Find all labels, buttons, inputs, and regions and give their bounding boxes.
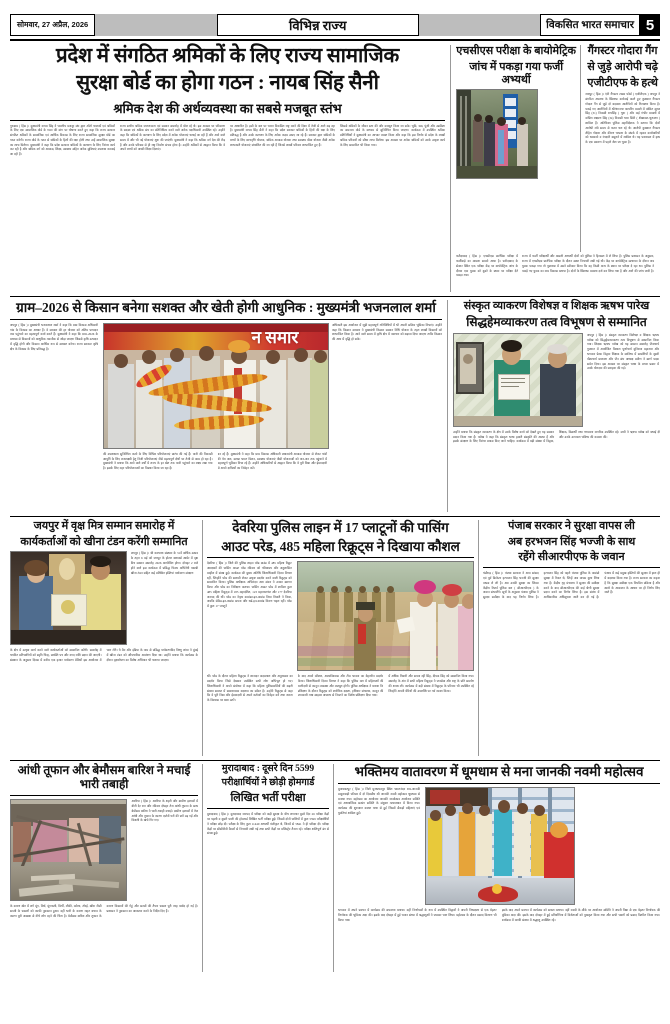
sanskrit-column-1: जयपुर ( हिंस )। संस्कृत व्याकरण विशेषज्ञ व शिक्षक ऋषभ पारेख को सिद्धहेमव्याकरण तत्व विभूषण से सम्मानित किया गया। शिक्षक ऋषभ पारेख को यह सम्मान समारोह जैनाचार्य गुजरात में आयोजित विशाल पूर्णाचार्य मुनिराज महाराज और भगवान प्रेरक विद्वान शिक्षक के सानिध्य में सत्संगियों के दूसरी पीठाचार्य मालवण और जैन संघ अध्यक्ष प्रवीण ने स्वर्ण पदक समेत दिया। इस अवसर पर संस्कृत भाषा के प्रचार प्रसार में उनके योगदान की सराहना की गई। (587, 332, 659, 371)
gram2026-column-1: जयपुर ( हिंस )। मुख्यमंत्री भजनलाल शर्मा ने कहा कि ग्राम विकास अधिकारी गांव के विकास का आधार हैं। वे सरकार की हर योजना को अंतिम पायदान तक पहुंचाने का महत्वपूर्ण कार्य करते हैं। मुख्यमंत्री ने कहा कि ग्राम–2026 के माध्यम से किसानों को आधुनिक तकनीक से जोड़ा जाएगा जिससे कृषि उत्पादन में वृद्धि होगी और किसान आर्थिक रूप से सशक्त बनेगा। राज्य सरकार कृषि क्षेत्र के विकास के लिए प्रतिबद्ध है। (10, 322, 98, 351)
story-vriksha (10, 520, 202, 757)
sanskrit-column-2: उन्होंने बताया कि संस्कृत व्याकरण के क्षेत्र में उनके विशेष कार्य को देखते हुए यह सम्मान प्रदान किया गया है। पारेख ने कहा कि संस्कृत भाषा हमारी संस्कृति की आत्मा है और इसके संरक्षण के लिए निरंतर प्रयास किए जाने चाहिए। कार्यक्रम में बड़ी संख्या में विद्वान, शिक्षक, विद्यार्थी तथा गणमान्य नागरिक उपस्थित रहे। सभी ने ऋषभ पारेख को बधाई दी और उनके उज्ज्वल भविष्य की कामना की। (453, 429, 660, 444)
homeguard-headline-line2: परीक्षार्थियों ने छोड़ी होमगार्ड (221, 778, 315, 789)
row-lead-right (450, 45, 660, 292)
masthead-rule (10, 39, 660, 41)
punjab-column-1: चंडीगढ़ ( हिंस )। पंजाब सरकार ने आप सांसद एवं पूर्व क्रिकेटर हरभजन सिंह भज्जी की सुरक्षा वापस ले ली है। अब उनकी सुरक्षा का जिम्मा केंद्रीय रिजर्व पुलिस बल ( सीआरपीएफ ) के जवान संभालेंगे। सूत्रों के अनुसार पंजाब पुलिस ने सुरक्षा समीक्षा के बाद यह निर्णय लिया है। हरभजन सिंह को पहले पंजाब पुलिस के कमांडो सुरक्षा में तैनात थे, जिन्हें अब वापस बुला लिया गया है। केंद्रीय गृह मंत्रालय ने सुरक्षा की समीक्षा करने के बाद सीआरपीएफ की वाई श्रेणी सुरक्षा प्रदान करने का निर्णय लिया है। इस संबंध में आधिकारिक अधिसूचना जारी कर दी गई है। पंजाब में कई प्रमुख हस्तियों की सुरक्षा में हाल ही में बदलाव किया गया है। राज्य सरकार का कहना है कि सुरक्षा समीक्षा एक नियमित प्रक्रिया है और खतरे के आकलन के आधार पर ही निर्णय लिए जाते हैं। (483, 571, 660, 600)
gram2026-rule (10, 319, 442, 320)
story-homeguard (202, 764, 334, 972)
gangster-headline-line2: से जुड़े आरोपी चढ़े (587, 60, 658, 73)
masthead (10, 14, 660, 36)
storm-headline: आंधी तूफान और बेमौसम बारिश ने मचाई भारी तबाही (17, 763, 191, 792)
vriksha-headline-line1: जयपुर में वृक्ष मित्र सम्मान समारोह में (33, 519, 175, 532)
story-punjab (479, 520, 660, 757)
story-deoria (202, 520, 479, 757)
lead-story (10, 45, 450, 292)
storm-rule (10, 795, 198, 796)
story-storm (10, 764, 202, 972)
story-gram2026 (10, 300, 447, 512)
hssc-headline-line2: जांच में पकड़ा गया फर्जी अभ्यर्थी (469, 60, 564, 86)
janaki-headline: भक्तिमय वातावरण में धूमधाम से मना जानकी नवमी महोत्सव (354, 764, 644, 780)
masthead-spacer-left (95, 14, 216, 36)
punjab-headline-line3: रहेंगे सीआरपीएफ के जवान (518, 551, 625, 564)
janaki-photo (425, 787, 575, 905)
row-four (10, 764, 660, 972)
punjab-headline-line1: पंजाब सरकार ने सुरक्षा वापस ली (508, 519, 635, 532)
lead-column-3: पर आधारित है। इसी के बल पर भारत विकसित राष्ट्र बनने की दिशा में तेजी से आगे बढ़ रहा है। मुख्यमंत्री नायब सिंह सैनी ने कहा कि प्रदेश सरकार श्रमिकों के हितों की रक्षा के लिए प्रतिबद्ध है और उनके कल्याण के लिए अनेक कदम उठाए जा रहे हैं। सरकार द्वारा श्रमिकों के बच्चों के लिए छात्रवृत्ति योजना, श्रमिक आवास योजना तथा स्वास्थ्य बीमा योजना जैसी अनेक लाभकारी योजनाएं संचालित की जा रही हैं जिनसे लाखों परिवार लाभान्वित हुए हैं। (230, 123, 335, 147)
gangster-column-1: जयपुर ( हिंस )। एंटी गैंगस्टर टास्क फोर्स ( एजीटीएफ ) जयपुर ने संगठित अपराध के खिलाफ कार्रवाई करते हुए कुख्यात गैंगस्टर गोदारा गैंग से जुड़े दो बदमाश आरोपियों को गिरफ्तार किया है। पकड़े गए आरोपियों में श्रीगंगानगर फायरिंग मामले में वांछित सूरज सिंह (31) निवासी रायसिंह ( चूरू ) और कई गंभीर मामलों में वांछित लक्ष्मण सिंह (34) निवासी चारा सिटी ( शेखावाट-चूरूमण ) शामिल हैं। अतिरिक्त पुलिस महानिदेशक ने बताया कि दोनों आरोपी लंबे समय से फरार चल रहे थे। आरोपी कुख्यात गैंगस्टर रोहित गोदारा और कीरण चापला के संपर्क में रहकर कारोबारियों को धमकाने व रंगदारी वसूलने में शामिल थे। यह फरारमश में हाथ के एक प्रकरण में पहले जेल जा चुका है। (585, 92, 660, 145)
vriksha-headline-line2: कार्यकर्ताओं को खीना टंडन करेंगी सम्मानित (20, 535, 188, 548)
punjab-rule (483, 567, 660, 568)
deoria-column-1: देवरिया ( हिंस )। जिले की पुलिस लाइन परेड ग्राउंड में 485 महिला रिक्रूट आरक्षकों की पासिंग आउट परेड रविवार को गरिमामय और अनुशासित माहौल में संपन्न हुई। कार्यक्रम की मुख्य अतिथि जिलाधिकारी दिव्या मित्तल रहीं, जिन्होंने परेड की सलामी लेकर उत्कृष्ट प्रदर्शन करने वाली रिक्रूट्स को सम्मानित किया। पुलिस अधीक्षक अभिनंदन अश संकर ने उनका स्वागत किया और परेड का निरीक्षण कराया। पासिंग आउट परेड में शामिल कुल 485 महिला रिक्रूट्स में 185 महादलित, 123 महाराजगंज और 177 देवरिया जनपद की थीं। परेड का नेतृत्व कमांडर-इन-कमांड विभा तिवारी ने किया, जबकि सेकेंड-इन-कमांड सपना और थर्ड-इन-कमांड किरण चहल रहीं। परेड में कुल 17 प्लाटूनें (207, 561, 292, 609)
masthead-publication-name: विकसित भारत समाचार (540, 14, 640, 36)
homeguard-headline-line1: मुरादाबाद : दूसरे दिन 5599 (221, 764, 315, 775)
gram2026-column-4: अधिकारी इस आयोजन में जुड़ी महत्वपूर्ण गतिविधियों में भी अपनी सक्रिय भूमिका निभाएं। उन्होंने कहा कि किसान सरकार ने मुख्यमंत्री किसान सम्मान निधि योजना के तहत लाखों किसानों को लाभान्वित किया है। आने वाले समय में कृषि क्षेत्र में नवाचार को बढ़ावा दिया जाएगा ताकि किसान की आय में वृद्धि हो सके। (332, 322, 442, 342)
gram2026-headline: ग्राम–2026 से किसान बनेगा सशक्त और खेती होगी आधुनिक : मुख्यमंत्री भजनलाल शर्मा (16, 300, 436, 316)
masthead-spacer-right (419, 14, 540, 36)
gram2026-photo (103, 323, 329, 449)
janaki-rule (338, 783, 660, 784)
sanskrit-headline-line2: सिद्धहेमव्याकरण तत्व विभूषण से सम्मानित (466, 315, 647, 329)
row2-bottom-rule (10, 516, 660, 517)
deoria-headline-line1: देवरिया पुलिस लाइन में 17 प्लाटूनों की पासिंग (232, 519, 449, 535)
row1-bottom-rule (10, 296, 660, 297)
gram2026-column-2: की उपलब्धता सुनिश्चित करने के लिए विभिन्न परियोजनाएं प्रारंभ की गई हैं। पानी की निकासी आपूर्ति के लिए राजलक्ष्मी हेतु निजी परियोजनाएं जैसे महत्वपूर्ण क्षेत्रों पर तेजी से काम हो रहा है। मुख्यमंत्री ने बताया कि आने वाले वर्षों में राज्य के हर खेत तक पानी पहुंचाने का लक्ष्य रखा गया है। इसके लिए नहर परियोजनाओं का विस्तार किया जा रहा है। (103, 451, 213, 471)
deoria-headline-line2: आउट परेड, 485 महिला रिक्रूट्स ने दिखाया कौशल (221, 538, 460, 554)
lead-rule (10, 120, 445, 121)
sanskrit-photo (453, 333, 583, 427)
homeguard-rule (207, 808, 329, 809)
vriksha-column-1: जयपुर ( हिंस )। श्री कल्पतरु संस्थान के 31वें वार्षिक उत्सव के तहत 6 मई को जयपुर के होटल क्लार्क्स आमेर में वृक्ष मित्र सम्मान समारोह 2026 आयोजित होगा। दोपहर 2 बजे होने वाले इस कार्यक्रम में प्रसिद्ध फिल्म अभिनेत्री पद्मश्री खीना टंडन सहित कई प्रतिष्ठित हस्तियां पर्यावरण संरक्षण (130, 551, 198, 575)
lead-column-1: गुरुग्राम ( हिंस )। मुख्यमंत्री नायब सिंह ने भारतीय मजदूर संघ द्वारा ऑटो चालकों एवं श्रमिकों के लिए एक सामाजिक बोर्ड के गठन की मांग पर घोषणा करते हुए कहा कि राज्य सरकार संगठित श्रमिकों के सामाजिक एवं आर्थिक विकास के लिए राज्य सामाजिक सुरक्षा बोर्ड का गठन करेगी। राज्य बोर्ड के गठन से श्रमिकों के हितों की रक्षा होगी तथा उन्हें सामाजिक सुरक्षा का लाभ मिलेगा। मुख्यमंत्री ने कहा कि प्रदेश सरकार श्रमिकों के कल्याण के लिए निरंतर कार्य कर रही है और श्रमिक वर्ग को आवास, शिक्षा, स्वास्थ्य सहित अनेक सुविधाएं उपलब्ध करवाई जा रही हैं। (10, 123, 115, 157)
deoria-rule (207, 557, 474, 558)
janaki-column-3: इसके बाद अपने प्रवचन में कार्यक्रम को सफल बताया। वहीं नवमी के मौके पर आयोजन समिति ने अपनी निष्ठा से एक बेहतर निर्णायक की भूमिका अदा की। इसके बाद दोपहर में हुई प्रतियोगिता में विजेताओं को पुरस्कृत किया गया और सभी भक्तों को प्रसाद वितरित किया गया। कार्यक्रम में काफी संख्या में श्रद्धालु उपस्थित रहे। (501, 908, 660, 922)
lead-column-2: राज्य स्तरीय श्रमिक जागरूकता एवं सम्मान समारोह में बोल रहे थे। इस अवसर पर परिसरण के सदस्य एवं श्रमिक संघ का प्रतिनिधित्व करने वाले अनेक पदाधिकारी उपस्थित रहे। उन्होंने कहा कि श्रमिकों के कल्याण के लिए प्रदेश में अनेक योजनाएं चलाई जा रही हैं और आने वाले समय में और भी नई योजनाएं शुरू की जाएंगी। मुख्यमंत्री ने कहा कि श्रमिक वर्ग देश की रीढ़ है और उनके परिश्रम से ही राष्ट्र निर्माण संभव होता है। उन्होंने श्रमिकों से आह्वान किया कि वे अपने बच्चों को अच्छी शिक्षा दिलाएं। (120, 123, 225, 152)
lead-column-4: जिससे श्रमिकों के जीवन स्तर की और मजबूत किया जा सके। भूमि, श्रम, पूंजी और उद्यमिता का समन्वय बोर्ड के माध्यम से सुनिश्चित किया जाएगा। कार्यक्रम में उपस्थित श्रमिक प्रतिनिधियों ने मुख्यमंत्री का आभार व्यक्त किया और कहा कि इस निर्णय से प्रदेश के लाखों श्रमिक परिवारों को सीधा लाभ मिलेगा। इस अवसर पर अनेक श्रमिकों को उनके उत्कृष्ट कार्य के लिए सम्मानित भी किया गया। (340, 123, 445, 147)
gram2026-photo-banner-text: न समार (251, 328, 299, 348)
vriksha-photo (10, 551, 127, 645)
deoria-column-3: के बाद अपने कौशल, आत्मविश्वास और टीम भावना का बेहतरीन प्रदर्शन किया। जिलाधिकारी दिव्या मित्तल ने कहा कि पुलिस बल में महिलाओं की भागीदारी से कानून व्यवस्था और मजबूत होगी। पुलिस अधीक्षक ने बताया कि प्रशिक्षण के दौरान रिक्रूट्स को शारीरिक दक्षता, हथियार संचालन, कानून की जानकारी तथा साइबर अपराध से निपटने का विशेष प्रशिक्षण दिया गया। (297, 674, 384, 698)
masthead-section-title: विभिन्न राज्य (217, 14, 419, 36)
deoria-photo (297, 561, 474, 671)
gangster-headline-line1: गैंगस्टर गोदारा गैंग (587, 45, 658, 57)
hssc-photo (456, 89, 538, 179)
gram2026-column-3: बन रहे हैं। मुख्यमंत्री ने कहा कि ग्राम विकास अधिकारी प्रधानमंत्री आवास योजना से लेकर गांवों की पेय जल, स्वच्छ भारत मिशन, स्वास्थ्य योजनाएं जैसी योजनाओं को जन-जन तक पहुंचाने में महत्वपूर्ण भूमिका निभा रहे हैं। उन्होंने अधिकारियों से आह्वान किया कि वे पूरी निष्ठा और ईमानदारी से अपने दायित्वों का निर्वहन करें। (217, 451, 327, 471)
hssc-headline-line1: एचसीएस परीक्षा के बायोमेट्रिक (456, 45, 576, 57)
sanskrit-headline-line1: संस्कृत व्याकरण विशेषज्ञ व शिक्षक ऋषभ पारेख (463, 300, 650, 313)
masthead-page-number: 5 (640, 14, 660, 36)
lead-headline-line2: सुरक्षा बोर्ड का होगा गठन : नायब सिंह सैनी (76, 71, 379, 94)
row-three (10, 520, 660, 757)
janaki-column-2: भगवान में अपने प्रवचन में कार्यक्रम की सफलता बताया। वहीं निर्णायकों के रूप में उपस्थित विद्वानों ने अपनी निष्पक्षता से एक बेहतर निर्णायक की भूमिका अदा की। इसके बाद दोपहर में हुई भजन संध्या में श्रद्धालुओं ने जमकर भाग लिया। महोत्सव के दौरान प्रसाद वितरण भी किया गया। (338, 908, 497, 922)
lead-headline-line1: प्रदेश में संगठित श्रमिकों के लिए राज्य सामाजिक (55, 45, 400, 67)
homeguard-column-1: मुरादाबाद ( हिंस )। मुरादाबाद जनपद में परीक्षा को कड़ी सुरक्षा के बीच लगातार दूसरे दिन 26 परीक्षा केंद्रों पर पहली व दूसरी पाली की होमगार्ड लिखित भर्ती परीक्षा हुई। जिसमें दोनों पालियों में कुल 5599 परीक्षार्थियों ने परीक्षा छोड़ दी। परीक्षा के लिए कुल 11440 अभ्यर्थी पंजीकृत थे, जिनमें से 5841 ने ही परीक्षा दी। परीक्षा केंद्रों पर सीसीटीवी कैमरों से निगरानी रखी गई तथा सभी केंद्रों पर मजिस्ट्रेट तैनात रहे। परीक्षा शांतिपूर्ण ढंग से संपन्न हुई। (207, 812, 329, 836)
lead-subheadline: श्रमिक देश की अर्थव्यवस्था का सबसे मजबूत स्तंभ (113, 100, 342, 116)
story-hssc (456, 45, 580, 252)
storm-column-1: अररिया ( हिंस )। अररिया के शहरी और ग्रामीण इलाकों में बीती देर रात और रविवार दोपहर तेज आंधी तूफान के साथ बेमौसम बारिश ने भारी तबाही मचाई। ग्रामीण इलाकों में तेज आंधी और तूफान के कारण दर्जनों घरों की छतें उड़ गईं और बिजली के खंभे गिर गए। (131, 799, 198, 823)
story-gangster (580, 45, 660, 252)
story-sanskrit (447, 300, 660, 512)
gangster-headline-line3: एजीटीएफ के हत्थे (587, 76, 658, 89)
storm-column-2: के कारण खेत में लगे मूंग, मिर्च, मूंगफली, मिर्ची, लौकी, करेला, तोरई, खीरा जैसी सब्जी के फसलों को काफी नुकसान हुआ। वहीं भारी के कारण राहत बचाव के कारण बुरी अवस्था से नीचे लोग रहने की चिंता है। बेमौसम बारिश और तूफान के कारण किसानों की गेहूं और सरसों की तैयार फसल पूरी तरह बर्बाद हो गई है। प्रशासन ने नुकसान का आकलन करने के निर्देश दिए हैं। (10, 904, 198, 918)
row3-bottom-rule (10, 760, 660, 761)
deoria-column-2: थीं। परेड के दौरान महिला रिक्रूट्स ने शानदार कदमताल और अनुशासन का प्रदर्शन किया जिसे देखकर उपस्थित सभी लोग अभिभूत हो गए। जिलाधिकारी ने अपने संबोधन में कहा कि महिला पुलिसकर्मियों की बढ़ती संख्या समाज में सकारात्मक बदलाव का संकेत है। उन्होंने रिक्रूट्स से कहा कि वे पूरी निष्ठा और ईमानदारी से अपने कर्तव्यों का निर्वहन करें तथा जनता के विश्वास पर खरा उतरें। (207, 674, 293, 703)
hssc-column-2: राज्य में फर्जी परीक्षार्थी और असली अभ्यर्थी दोनों को पुलिस ने हिरासत में ले लिया है। पुलिस प्रशासन के अनुसार, राज्य में एचसीएस प्रारंभिक परीक्षा के दौरान सख्त निगरानी रखी गई थी। केंद्र पर बायोमेट्रिक सत्यापन के दौरान जब युवक पकड़ा गया तो पूछताछ में उसने स्वीकार किया कि वह किसी अन्य के स्थान पर परीक्षा दे रहा था। पुलिस ने पकड़े गए युवक का नाम विकास बताया है। दोनों के खिलाफ मामला दर्ज कर लिया गया है और आगे की जांच जारी है। (522, 254, 654, 273)
row-two (10, 300, 660, 512)
vriksha-column-2: के क्षेत्र में उत्कृष्ट कार्य करने वाले कार्यकर्ताओं को सम्मानित करेंगी। समारोह में चयनित प्रतिभागियों को स्मृति चिन्ह, प्रशस्ति पत्र और नगद राशि प्रदान की जाएगी। संस्थान के अनुसार दिवस में करीब एक हजार पर्यावरण प्रेमियों इस आयोजन में भाग लेंगे। ये मैन और इंडिया के नाम से प्रसिद्ध पर्यावरणविद विष्णु लांबा ने मुंबई में खीना टंडन को औपचारिक आमंत्रण दिया था। उन्होंने बताया कि कार्यक्रम के दौरान वृक्षारोपण का विशेष अभियान भी चलाया जाएगा। (10, 648, 198, 662)
masthead-date: सोमवार, 27 अप्रैल, 2026 (10, 14, 95, 36)
janaki-column-1: मुजफ्फरपुर ( हिंस )। जिले मुजफ्फरपुर स्थित भारतनंदन राम-जानकी ठाकुरबाड़ी परिसर में दो दिवसीय श्री जानकी नवमी महोत्सव धूमधाम से मनाया गया। महोत्सव का आयोजन जानकी जन्मोत्सव आयोजन समिति एवं आध्यात्मिक सत्संग समिति के संयुक्त तत्वावधान में किया गया। कार्यक्रम की शुरुआत कलश यात्रा से हुई जिसमें सैकड़ों महिलाएं एवं युवतियां शामिल हुईं। (338, 787, 420, 815)
hssc-column-1: फरीदाबाद ( हिंस )। एचसीएस प्रारंभिक परीक्षा में फर्जीवाड़े का मामला सामने आया है। फरीदाबाद के सेक्टर स्थित एक परीक्षा केंद्र पर बायोमेट्रिक जांच के दौरान एक युवक को दूसरे के स्थान पर परीक्षा देते पकड़ा गया। (456, 254, 518, 278)
row-lead (10, 45, 660, 292)
deoria-column-4: में अधिक तिवारी और सपना रहीं सिंह, दीपक सिंह को सम्मानित किया गया। समारोह के अंत में सभी महिला रिक्रूट्स ने जनसेवा और राष्ट्र के प्रति समर्पण की शपथ ली। कार्यक्रम में बड़ी संख्या में रिक्रूट्स के परिजन भी उपस्थित रहे जिन्होंने अपनी बेटियों की उपलब्धि पर गर्व व्यक्त किया। (388, 674, 475, 693)
storm-photo (10, 799, 127, 901)
homeguard-headline-line3: लिखित भर्ती परीक्षा (230, 792, 306, 805)
story-janaki (334, 764, 660, 972)
punjab-headline-line2: अब हरभजन सिंह भज्जी के साथ (507, 535, 636, 548)
